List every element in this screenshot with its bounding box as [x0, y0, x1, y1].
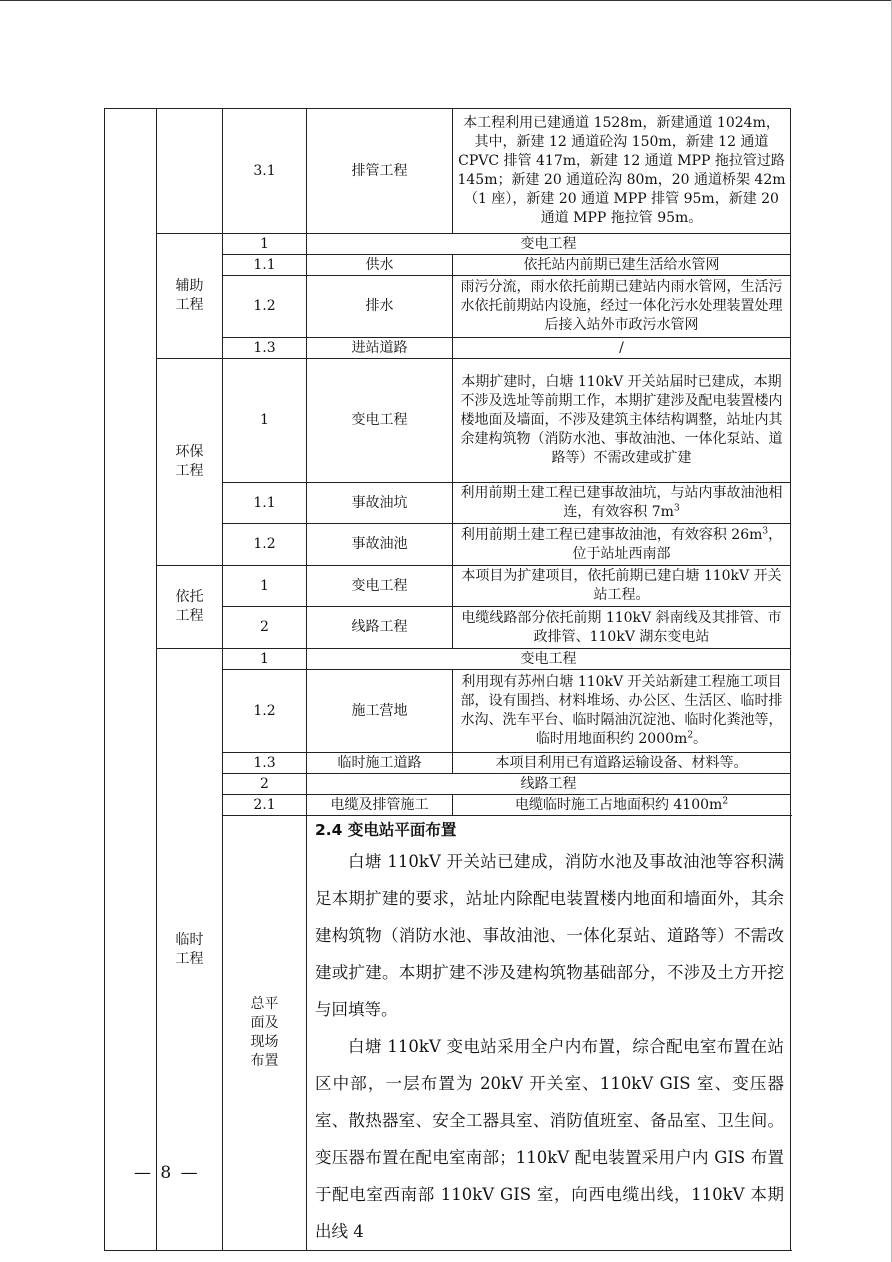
row-description: /: [453, 338, 791, 359]
category-blank: [157, 109, 223, 234]
row-description: 依托站内前期已建生活给水管网: [453, 255, 791, 276]
row-item: 事故油坑: [307, 483, 453, 524]
row-number: 1.1: [223, 255, 307, 276]
row-description: 雨污分流，雨水依托前期已建站内雨水管网，生活污水依托前期站内设施，经过一体化污水处理装置处理后接入站外市政污水管网: [453, 276, 791, 338]
row-description: 电缆线路部分依托前期 110kV 斜南线及其排管、市政排管、110kV 湖东变电站: [453, 607, 791, 649]
row-item: 施工营地: [307, 670, 453, 753]
row-item: 事故油池: [307, 524, 453, 566]
table-row: [105, 234, 791, 255]
project-composition-table: [104, 108, 791, 1251]
row-description: 本项目为扩建项目，依托前期已建白塘 110kV 开关站工程。: [453, 566, 791, 607]
row-item: 排水: [307, 276, 453, 338]
paragraph: 白塘 110kV 变电站采用全户内布置，综合配电室布置在站区中部，一层布置为 20kV 开关室、110kV GIS 室、变压器室、散热器室、安全工器具室、消防值班室、备品室、卫生间。变压器布置在配电室南部；110kV 配电装置采用户内 GIS 布置于配电室西南部 110kV GIS 室，向西电缆出线，110kV 本期出线 4: [315, 1037, 784, 1241]
table-row: [105, 566, 791, 607]
row-number: 1: [223, 566, 307, 607]
row-number: 1.2: [223, 670, 307, 753]
top-border-line: [0, 0, 892, 1]
row-description: 电缆临时施工占地面积约 $4100m^2$: [453, 795, 791, 816]
row-number: 3.1: [223, 109, 307, 234]
row-item: 进站道路: [307, 338, 453, 359]
category-yituo: 依托 工程: [157, 566, 223, 649]
row-item: 供水: [307, 255, 453, 276]
category-linshi: 临时 工程: [157, 649, 223, 1251]
row-description: 利用前期土建工程已建事故油池，有效容积 $26m^3$，位于站址西南部: [453, 524, 791, 566]
table-row: [105, 359, 791, 483]
row-item: 变电工程: [307, 566, 453, 607]
row-item: 排管工程: [307, 109, 453, 234]
table-row: [105, 649, 791, 670]
row-number: 1.2: [223, 276, 307, 338]
row-description: 本项目利用已有道路运输设备、材料等。: [453, 753, 791, 774]
paragraph: 白塘 110kV 开关站已建成，消防水池及事故油池等容积满足本期扩建的要求，站址内除配电装置楼内地面和墙面外，其余建构筑物（消防水池、事故油池、一体化泵站、道路等）不需改建或扩建。本期扩建不涉及建构筑物基础部分，不涉及土方开挖与回填等。: [315, 852, 784, 1019]
category-fuzhu: 辅助 工程: [157, 234, 223, 359]
row-span-title: 线路工程: [307, 774, 791, 795]
page-number: — 8 —: [134, 1163, 200, 1183]
row-number: 1: [223, 234, 307, 255]
outer-category-blank: [105, 109, 157, 1251]
row-number: 1.2: [223, 524, 307, 566]
row-number: 1: [223, 649, 307, 670]
row-description: 利用现有苏州白塘 110kV 开关站新建工程施工项目部，设有围挡、材料堆场、办公区、生活区、临时排水沟、洗车平台、临时隔油沉淀池、临时化粪池等，临时用地面积约 $2000m^2$。: [453, 670, 791, 753]
row-number: 2: [223, 607, 307, 649]
row-description: 利用前期土建工程已建事故油坑，与站内事故油池相连，有效容积 $7m^3$: [453, 483, 791, 524]
table-row: [105, 109, 791, 234]
row-number: 1.3: [223, 753, 307, 774]
row-item: 变电工程: [307, 359, 453, 483]
section-title: 2.4 变电站平面布置: [315, 821, 457, 839]
category-layout: 总平 面及 现场 布置: [223, 816, 307, 1251]
row-item: 电缆及排管施工: [307, 795, 453, 816]
row-number: 2: [223, 774, 307, 795]
row-number: 1: [223, 359, 307, 483]
row-description: 本期扩建时，白塘 110kV 开关站届时已建成，本期不涉及选址等前期工作，本期扩建涉及配电装置楼内楼地面及墙面，不涉及建筑主体结构调整，站址内其余建构筑物（消防水池、事故油池、一体化泵站、道路等）不需改建或扩建: [453, 359, 791, 483]
category-huanbao: 环保 工程: [157, 359, 223, 566]
row-number: 1.3: [223, 338, 307, 359]
row-description: 本工程利用已建通道 1528m，新建通道 1024m，其中，新建 12 通道砼沟 150m，新建 12 通道 CPVC 排管 417m，新建 12 通道 MPP 拖拉管过路 145m；新建 20 通道砼沟 80m，20 通道桥架 42m（1 座），新建 20 通道 MPP 排管 95m，新建 20 通道 MPP 拖拉管 95m。: [453, 109, 791, 234]
row-item: 临时施工道路: [307, 753, 453, 774]
row-number: 2.1: [223, 795, 307, 816]
layout-section: [307, 816, 791, 1251]
row-number: 1.1: [223, 483, 307, 524]
row-span-title: 变电工程: [307, 234, 791, 255]
row-item: 线路工程: [307, 607, 453, 649]
row-span-title: 变电工程: [307, 649, 791, 670]
